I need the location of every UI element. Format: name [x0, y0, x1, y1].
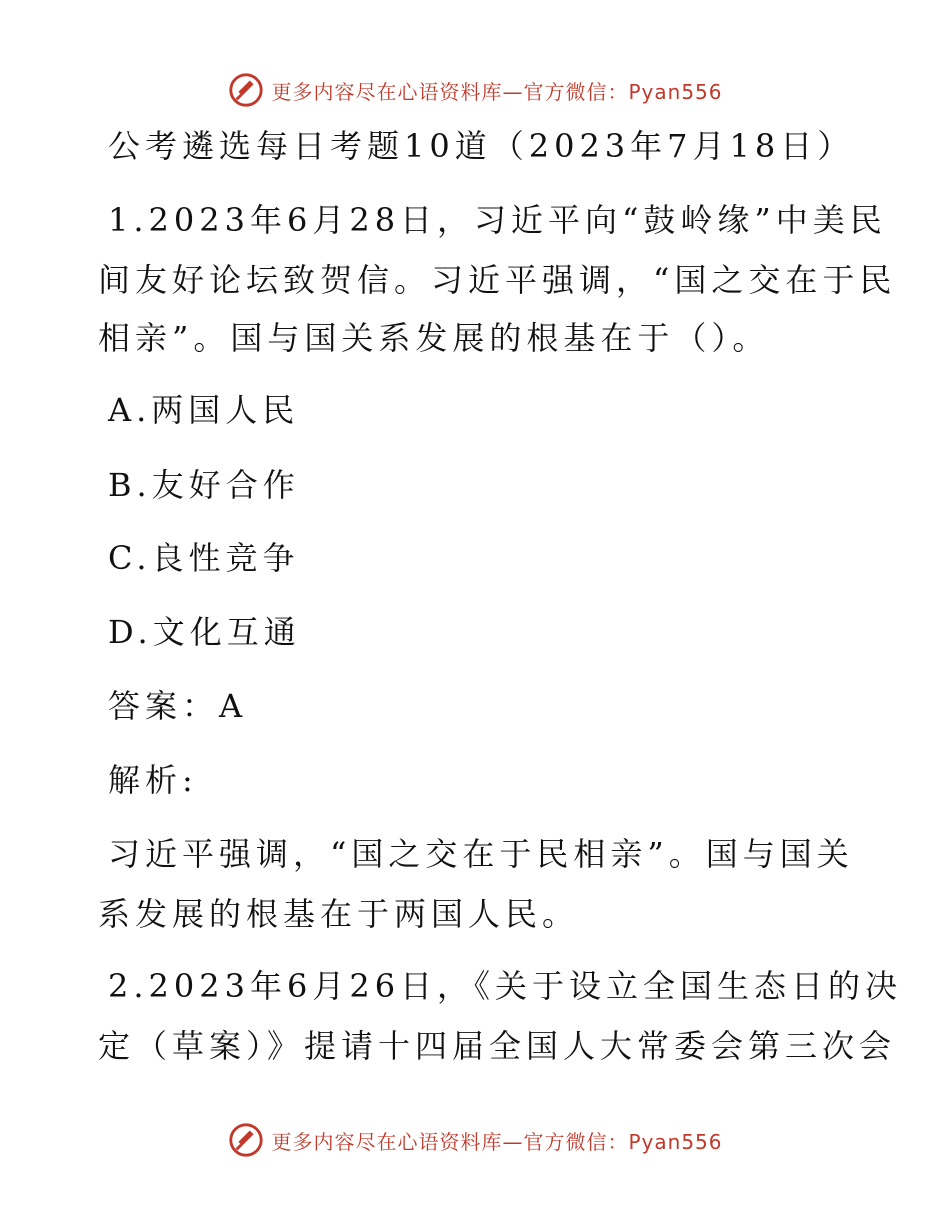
q1-option-c: C.良性竞争	[108, 539, 300, 577]
banner-wechat-id: Pyan556	[628, 1129, 723, 1154]
q1-stem-line-1: 1.2023年6月28日，习近平向“鼓岭缘”中美民	[108, 201, 887, 239]
q1-analysis-line-1: 习近平强调，“国之交在于民相亲”。国与国关	[108, 835, 854, 873]
watermark-banner-bottom	[0, 1120, 950, 1160]
page-title: 公考遴选每日考题10道（2023年7月18日）	[108, 127, 855, 165]
q1-option-d: D.文化互通	[108, 613, 301, 651]
q1-answer: 答案：A	[108, 687, 248, 725]
q2-stem-line-2: 定（草案）》提请十四届全国人大常委会第三次会	[98, 1027, 897, 1065]
q1-option-a: A.两国人民	[108, 391, 300, 429]
q1-analysis-line-2: 系发展的根基在于两国人民。	[98, 895, 580, 933]
banner-text	[271, 1126, 722, 1155]
q1-analysis-label: 解析:	[108, 761, 198, 799]
logo-icon	[227, 71, 265, 109]
banner-label: 更多内容尽在心语资料库—官方微信：	[271, 79, 629, 104]
q2-stem-line-1: 2.2023年6月26日，《关于设立全国生态日的决	[108, 967, 903, 1005]
q1-stem-line-3: 相亲”。国与国关系发展的根基在于（）。	[98, 319, 770, 357]
banner-text	[271, 76, 722, 105]
q1-stem-line-2: 间友好论坛致贺信。习近平强调，“国之交在于民	[98, 261, 897, 299]
watermark-banner-top	[0, 70, 950, 110]
q1-option-b: B.友好合作	[108, 466, 300, 504]
banner-wechat-id: Pyan556	[628, 79, 723, 104]
logo-icon	[227, 1121, 265, 1159]
banner-label: 更多内容尽在心语资料库—官方微信：	[271, 1129, 629, 1154]
